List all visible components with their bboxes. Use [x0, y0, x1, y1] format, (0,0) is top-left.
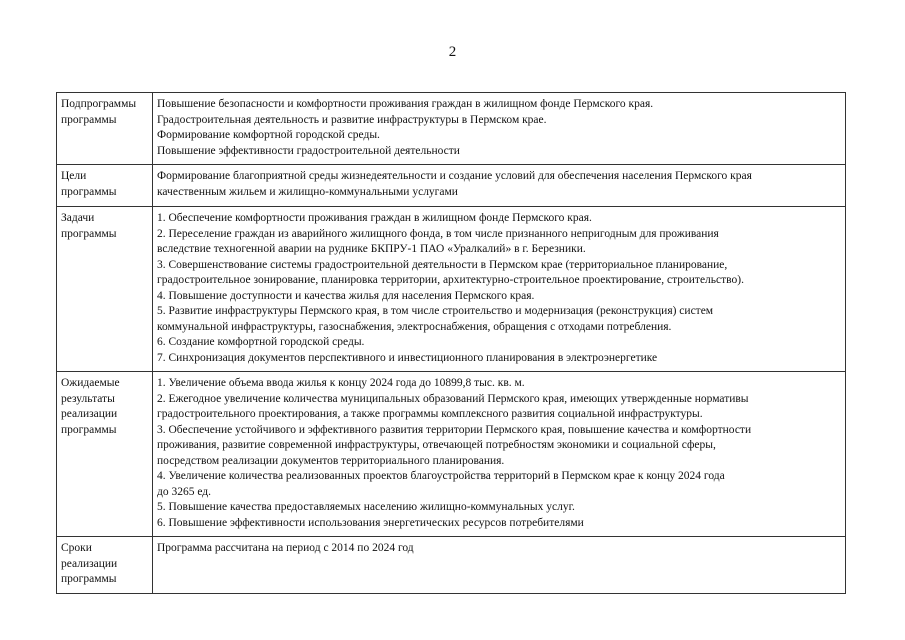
label-line: результаты — [61, 392, 115, 405]
label-line: Подпрограммы — [61, 98, 137, 110]
row-content-goals — [153, 165, 846, 207]
table-row-subprograms — [57, 93, 846, 165]
row-label-subprograms — [57, 93, 153, 165]
label-line: программы — [61, 185, 117, 198]
content-line: градостроительного проектирования, а также программы комплексного развития социальной инфраструктуры. — [157, 408, 703, 420]
row-label-tasks — [57, 207, 153, 372]
content-line: 4. Повышение доступности и качества жилья для населения Пермского края. — [157, 289, 535, 302]
label-line: Ожидаемые — [61, 377, 120, 389]
content-line: 5. Повышение качества предоставляемых населению жилищно-коммунальных услуг. — [157, 501, 575, 513]
content-line: 6. Создание комфортной городской среды. — [157, 336, 365, 348]
content-line: Формирование благоприятной среды жизнедеятельности и создание условий для обеспечения населения Пермского края — [157, 170, 752, 182]
table-row-goals — [57, 165, 846, 207]
content-line: 3. Совершенствование системы градостроительной деятельности в Пермском крае (территориальное планирование, — [157, 258, 728, 271]
page-number: 2 — [448, 44, 457, 60]
label-line: программы — [61, 113, 117, 126]
content-line: 7. Синхронизация документов перспективного и инвестиционного планирования в электроэнергетике — [157, 351, 658, 364]
content-line: 2. Переселение граждан из аварийного жилищного фонда, в том числе признанного непригодным для проживания — [157, 227, 719, 240]
content-line: вследствие техногенной аварии на руднике БКПРУ-1 ПАО «Уралкалий» в г. Березники. — [157, 243, 586, 255]
label-line: программы — [61, 423, 117, 436]
content-line: 5. Развитие инфраструктуры Пермского края, в том числе строительство и модернизация (реконструкция) систем — [157, 305, 714, 317]
label-line: Сроки — [61, 542, 92, 554]
label-line: реализации — [61, 557, 118, 570]
label-line: Цели — [61, 170, 87, 182]
row-label-expected-results — [57, 372, 153, 537]
content-line: 2. Ежегодное увеличение количества муниципальных образований Пермского края, имеющих утвержденные нормативы — [157, 392, 749, 405]
label-line: программы — [61, 573, 117, 585]
program-passport-table — [56, 92, 846, 594]
content-line: 4. Увеличение количества реализованных проектов благоустройства территорий в Пермском крае к концу 2024 года — [157, 470, 725, 482]
content-line: градостроительное зонирование, планировка территории, архитектурно-строительное проектирование, строительство). — [157, 274, 744, 286]
content-line: Повышение безопасности и комфортности проживания граждан в жилищном фонде Пермского края. — [157, 98, 654, 110]
content-line: 3. Обеспечение устойчивого и эффективного развития территории Пермского края, повышение качества и комфортности — [157, 423, 752, 436]
table-row-tasks — [57, 207, 846, 372]
content-line: до 3265 ед. — [157, 485, 212, 498]
content-line: Программа рассчитана на период с 2014 по 2024 год — [157, 542, 414, 554]
content-line: качественным жильем и жилищно-коммунальными услугами — [157, 185, 458, 198]
label-line: Задачи — [61, 212, 95, 224]
label-line: программы — [61, 227, 117, 240]
content-line: Градостроительная деятельность и развитие инфраструктуры в Пермском крае. — [157, 113, 547, 126]
content-line: 1. Обеспечение комфортности проживания граждан в жилищном фонде Пермского края. — [157, 212, 592, 224]
content-line: 6. Повышение эффективности использования энергетических ресурсов потребителями — [157, 516, 584, 529]
label-line: реализации — [61, 408, 118, 420]
table-row-timeline — [57, 537, 846, 594]
content-line: 1. Увеличение объема ввода жилья к концу 2024 года до 10899,8 тыс. кв. м. — [157, 377, 525, 389]
row-content-tasks — [153, 207, 846, 372]
row-content-expected-results — [153, 372, 846, 537]
content-line: Формирование комфортной городской среды. — [157, 129, 380, 141]
table-row-expected-results — [57, 372, 846, 537]
row-content-timeline — [153, 537, 846, 594]
content-line: посредством реализации документов территориального планирования. — [157, 454, 505, 467]
row-content-subprograms — [153, 93, 846, 165]
content-line: проживания, развитие современной инфраструктуры, отвечающей потребностям экономики и социальной сферы, — [157, 439, 716, 451]
row-label-timeline — [57, 537, 153, 594]
content-line: коммунальной инфраструктуры, газоснабжения, электроснабжения, обращения с отходами потребления. — [157, 320, 672, 333]
row-label-goals — [57, 165, 153, 207]
content-line: Повышение эффективности градостроительной деятельности — [157, 144, 460, 157]
